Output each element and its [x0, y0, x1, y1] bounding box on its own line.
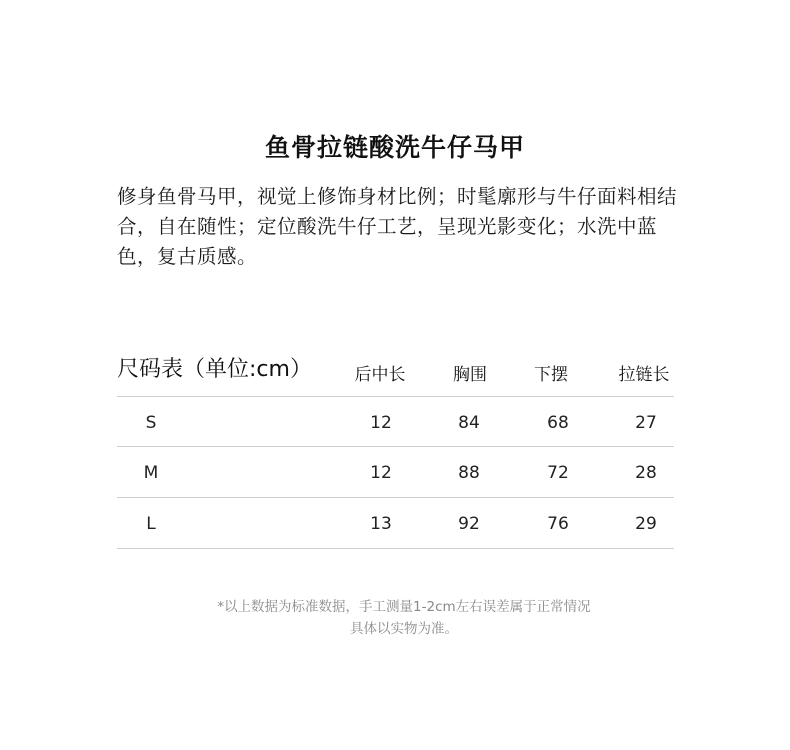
size-table-title: 尺码表（单位:cm）: [117, 357, 312, 382]
table-cell: 12: [370, 463, 392, 483]
table-row: [117, 397, 674, 447]
table-cell: 13: [370, 514, 392, 534]
measurement-note: [0, 596, 790, 640]
column-header-hem: 下摆: [534, 365, 568, 385]
product-description: 修身鱼骨马甲，视觉上修饰身材比例；时髦廓形与牛仔面料相结合，自在随性；定位酸洗牛仔工艺，呈现光影变化；水洗中蓝色，复古质感。: [117, 185, 678, 268]
table-divider: [117, 548, 674, 549]
table-row: [117, 447, 674, 497]
table-cell: 68: [547, 413, 569, 433]
note-line-2: 具体以实物为准。: [350, 621, 458, 637]
table-cell: 88: [458, 463, 480, 483]
table-cell: 12: [370, 413, 392, 433]
size-label: L: [146, 514, 156, 534]
size-table-header: [117, 352, 674, 396]
table-row: [117, 498, 674, 548]
table-cell: 92: [458, 514, 480, 534]
table-cell: 29: [635, 514, 657, 534]
table-cell: 27: [635, 413, 657, 433]
column-header-zipper-length: 拉链长: [618, 365, 670, 385]
column-header-chest: 胸围: [453, 365, 487, 385]
table-cell: 84: [458, 413, 480, 433]
column-header-back-length: 后中长: [354, 365, 406, 385]
size-label: M: [143, 463, 159, 483]
table-cell: 72: [547, 463, 569, 483]
note-line-1: *以上数据为标准数据，手工测量1-2cm左右误差属于正常情况: [217, 599, 591, 615]
size-table: [117, 352, 674, 534]
table-cell: 28: [635, 463, 657, 483]
table-cell: 76: [547, 514, 569, 534]
size-label: S: [145, 413, 157, 433]
product-title: 鱼骨拉链酸洗牛仔马甲: [264, 133, 525, 162]
